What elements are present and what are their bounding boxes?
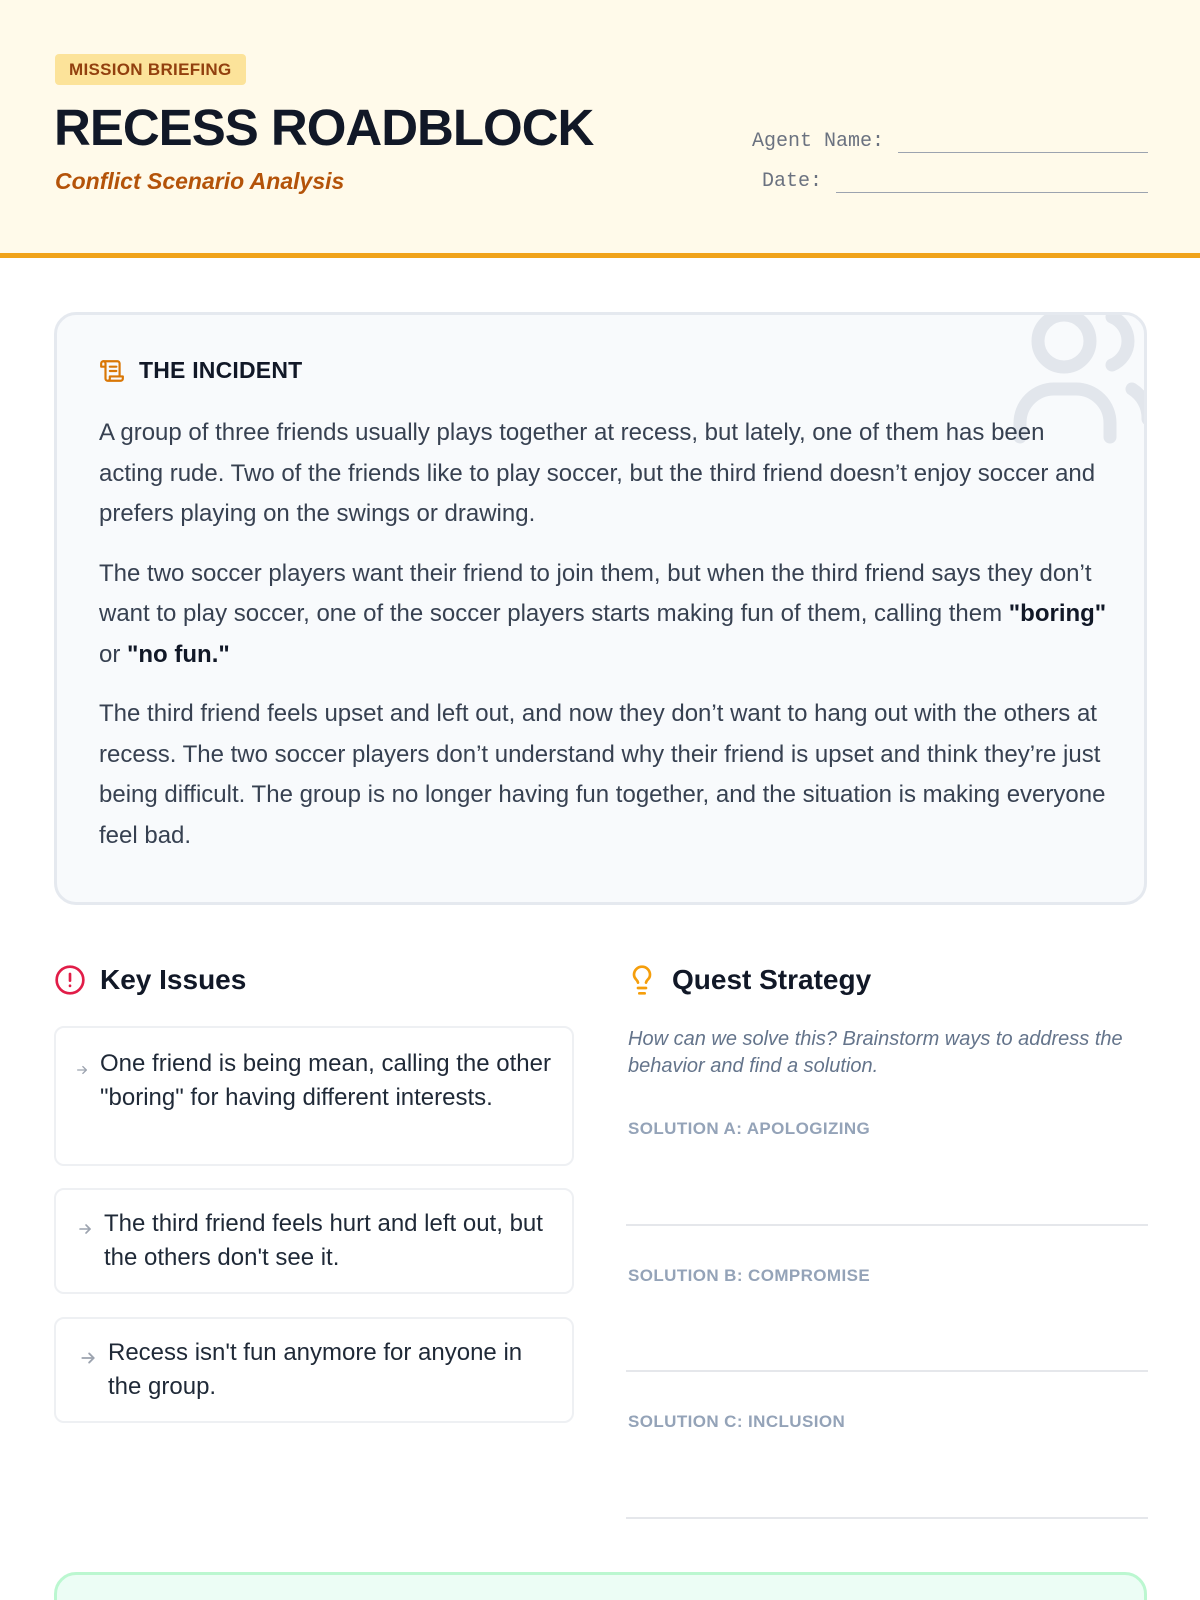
- quest-strategy-section: [626, 960, 1148, 1431]
- date-field: [762, 170, 1148, 193]
- agent-name-label: Agent Name:: [751, 130, 884, 153]
- page-title: RECESS ROADBLOCK: [54, 99, 594, 156]
- alert-circle-icon: [54, 964, 86, 996]
- issue-text: Recess isn't fun anymore for anyone in the group.: [108, 1339, 523, 1400]
- agent-name-field: [752, 130, 1148, 153]
- scroll-icon: [99, 358, 125, 384]
- issue-item: [54, 1026, 574, 1166]
- issue-item: [54, 1317, 574, 1423]
- incident-card: [54, 312, 1147, 905]
- key-issues-header: [54, 960, 574, 1000]
- incident-paragraph-1: A group of three friends usually plays together at recess, but lately, one of them has been acting rude. Two of the friends like to play soccer, but the third friend doesn’t enjoy soccer and prefers playing on the swings or drawing.: [99, 419, 1096, 527]
- lightbulb-icon: [626, 964, 658, 996]
- date-line[interactable]: [836, 171, 1148, 193]
- quest-strategy-header: [626, 960, 1148, 1000]
- incident-paragraph-3: The third friend feels upset and left out, and now they don’t want to hang out with the others at recess. The two soccer players don’t understand why their friend is upset and think they’re just being difficult. The group is no longer having fun together, and the situation is making everyone feel bad.: [99, 700, 1106, 849]
- solution-a-line[interactable]: [626, 1224, 1148, 1226]
- solution-b-label: SOLUTION B: COMPROMISE: [628, 1266, 871, 1285]
- solution-c-label: SOLUTION C: INCLUSION: [628, 1412, 846, 1431]
- incident-header: [99, 357, 302, 384]
- mission-badge: MISSION BRIEFING: [55, 54, 246, 85]
- quote-boring: "boring": [1008, 600, 1107, 627]
- arrow-right-icon: [80, 1350, 96, 1366]
- issue-text: One friend is being mean, calling the other "boring" for having different interests.: [100, 1050, 551, 1111]
- agent-name-line[interactable]: [898, 131, 1148, 153]
- date-label: Date:: [761, 170, 822, 193]
- page-subtitle: Conflict Scenario Analysis: [55, 168, 345, 194]
- solution-b-line[interactable]: [626, 1370, 1148, 1372]
- incident-heading: THE INCIDENT: [139, 357, 303, 383]
- quest-strategy-heading: Quest Strategy: [672, 964, 872, 995]
- incident-body: [99, 413, 1109, 875]
- strategy-hint: How can we solve this? Brainstorm ways to address the behavior and find a solution.: [628, 1028, 1123, 1077]
- incident-paragraph-2: The two soccer players want their friend to join them, but when the third friend says they don’t want to play soccer, one of the soccer players starts making fun of them, calling them "boring" or "no fun.": [99, 559, 1107, 668]
- key-issues-section: [54, 960, 574, 1400]
- solution-a-label: SOLUTION A: APOLOGIZING: [628, 1119, 871, 1138]
- issue-item: [54, 1188, 574, 1294]
- solution-c-line[interactable]: [626, 1517, 1148, 1519]
- quote-no-fun: "no fun.": [127, 640, 230, 668]
- header: [0, 0, 1200, 258]
- key-issues-heading: Key Issues: [100, 964, 247, 995]
- issue-text: The third friend feels hurt and left out, but the others don't see it.: [104, 1210, 543, 1271]
- bottom-panel: [54, 1572, 1147, 1600]
- arrow-right-icon: [76, 1064, 88, 1076]
- arrow-right-icon: [78, 1222, 92, 1236]
